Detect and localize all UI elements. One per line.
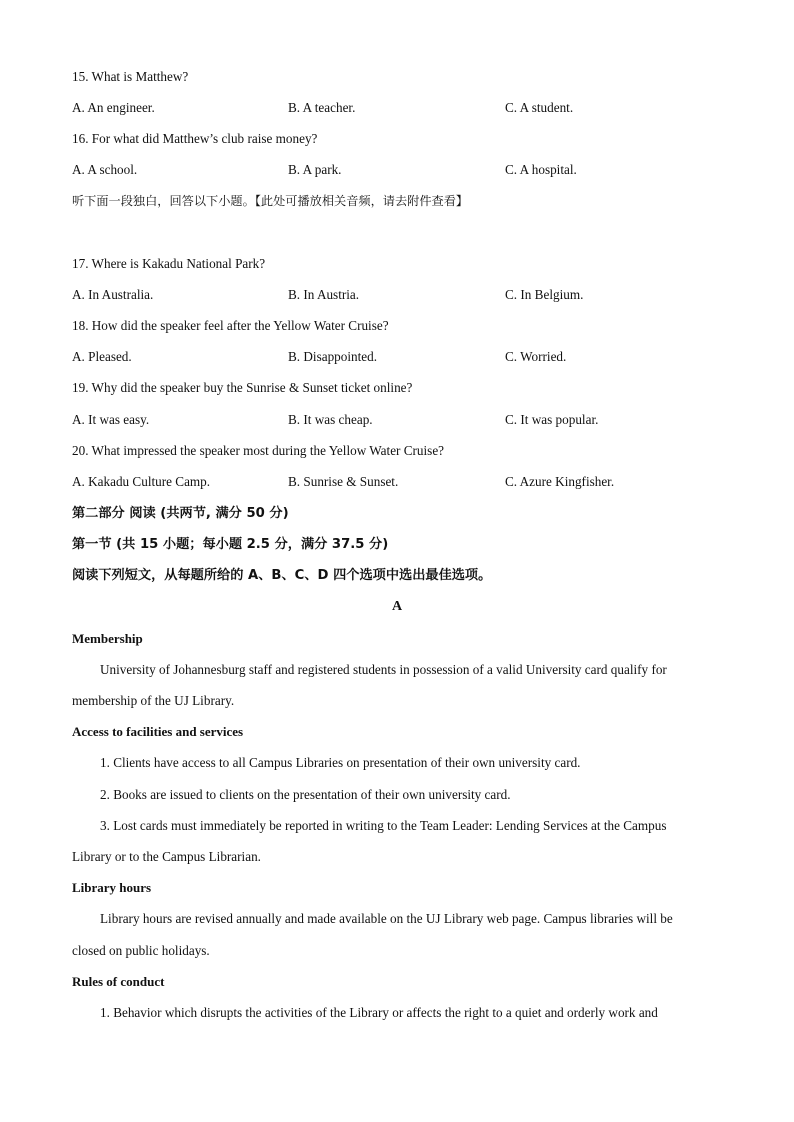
- passage-letter: A: [391, 599, 403, 614]
- hours-paragraph-line1: Library hours are revised annually and made available on the UJ Library web page. Campus libraries will be: [100, 911, 673, 926]
- option-c: C. A student.: [505, 100, 574, 115]
- rules-heading: Rules of conduct: [72, 974, 165, 989]
- option-a: A. Pleased.: [72, 349, 132, 364]
- option-c: C. Worried.: [505, 349, 567, 364]
- option-b: B. A teacher.: [288, 100, 356, 115]
- membership-paragraph-line2: membership of the UJ Library.: [72, 693, 235, 708]
- option-a: A. An engineer.: [72, 100, 155, 115]
- option-c: C. In Belgium.: [505, 287, 584, 302]
- option-c: C. Azure Kingfisher.: [505, 474, 615, 489]
- monologue-instruction: 听下面一段独白，回答以下小题。【此处可播放相关音频，请去附件查看】: [72, 194, 469, 208]
- question-17: 17. Where is Kakadu National Park?: [72, 256, 266, 271]
- question-19-options: [72, 411, 722, 429]
- option-b: B. It was cheap.: [288, 412, 373, 427]
- option-c: C. A hospital.: [505, 162, 577, 177]
- section1-title: 第一节 (共 15 小题；每小题 2.5 分，满分 37.5 分): [72, 537, 389, 552]
- access-item-2: 2. Books are issued to clients on the presentation of their own university card.: [100, 787, 511, 802]
- hours-paragraph-line2: closed on public holidays.: [72, 943, 210, 958]
- access-item-3-line2: Library or to the Campus Librarian.: [72, 849, 261, 864]
- option-a: A. In Australia.: [72, 287, 154, 302]
- option-b: B. Sunrise & Sunset.: [288, 474, 399, 489]
- question-19: 19. Why did the speaker buy the Sunrise & Sunset ticket online?: [72, 380, 413, 395]
- option-b: B. A park.: [288, 162, 342, 177]
- question-20-options: [72, 473, 722, 491]
- option-a: A. Kakadu Culture Camp.: [72, 474, 211, 489]
- membership-heading: Membership: [72, 631, 143, 646]
- question-18: 18. How did the speaker feel after the Yellow Water Cruise?: [72, 318, 389, 333]
- option-a: A. A school.: [72, 162, 138, 177]
- option-b: B. In Austria.: [288, 287, 360, 302]
- reading-instruction: 阅读下列短文，从每题所给的 A、B、C、D 四个选项中选出最佳选项。: [72, 568, 492, 583]
- question-18-options: [72, 348, 722, 366]
- question-17-options: [72, 286, 722, 304]
- hours-heading: Library hours: [72, 880, 152, 895]
- question-15-options: [72, 99, 722, 117]
- membership-paragraph-line1: University of Johannesburg staff and registered students in possession of a valid University card qualify for: [100, 662, 667, 677]
- question-15: 15. What is Matthew?: [72, 69, 189, 84]
- option-b: B. Disappointed.: [288, 349, 378, 364]
- access-item-1: 1. Clients have access to all Campus Libraries on presentation of their own university card.: [100, 755, 581, 770]
- access-heading: Access to facilities and services: [72, 724, 244, 739]
- option-a: A. It was easy.: [72, 412, 150, 427]
- question-16: 16. For what did Matthew’s club raise money?: [72, 131, 318, 146]
- question-16-options: [72, 161, 722, 179]
- option-c: C. It was popular.: [505, 412, 599, 427]
- part2-title: 第二部分 阅读 (共两节, 满分 50 分): [72, 506, 289, 521]
- access-item-3-line1: 3. Lost cards must immediately be reported in writing to the Team Leader: Lending Services at the Campus: [100, 818, 667, 833]
- question-20: 20. What impressed the speaker most during the Yellow Water Cruise?: [72, 443, 445, 458]
- rules-item-1: 1. Behavior which disrupts the activities of the Library or affects the right to a quiet and orderly work and: [100, 1005, 658, 1020]
